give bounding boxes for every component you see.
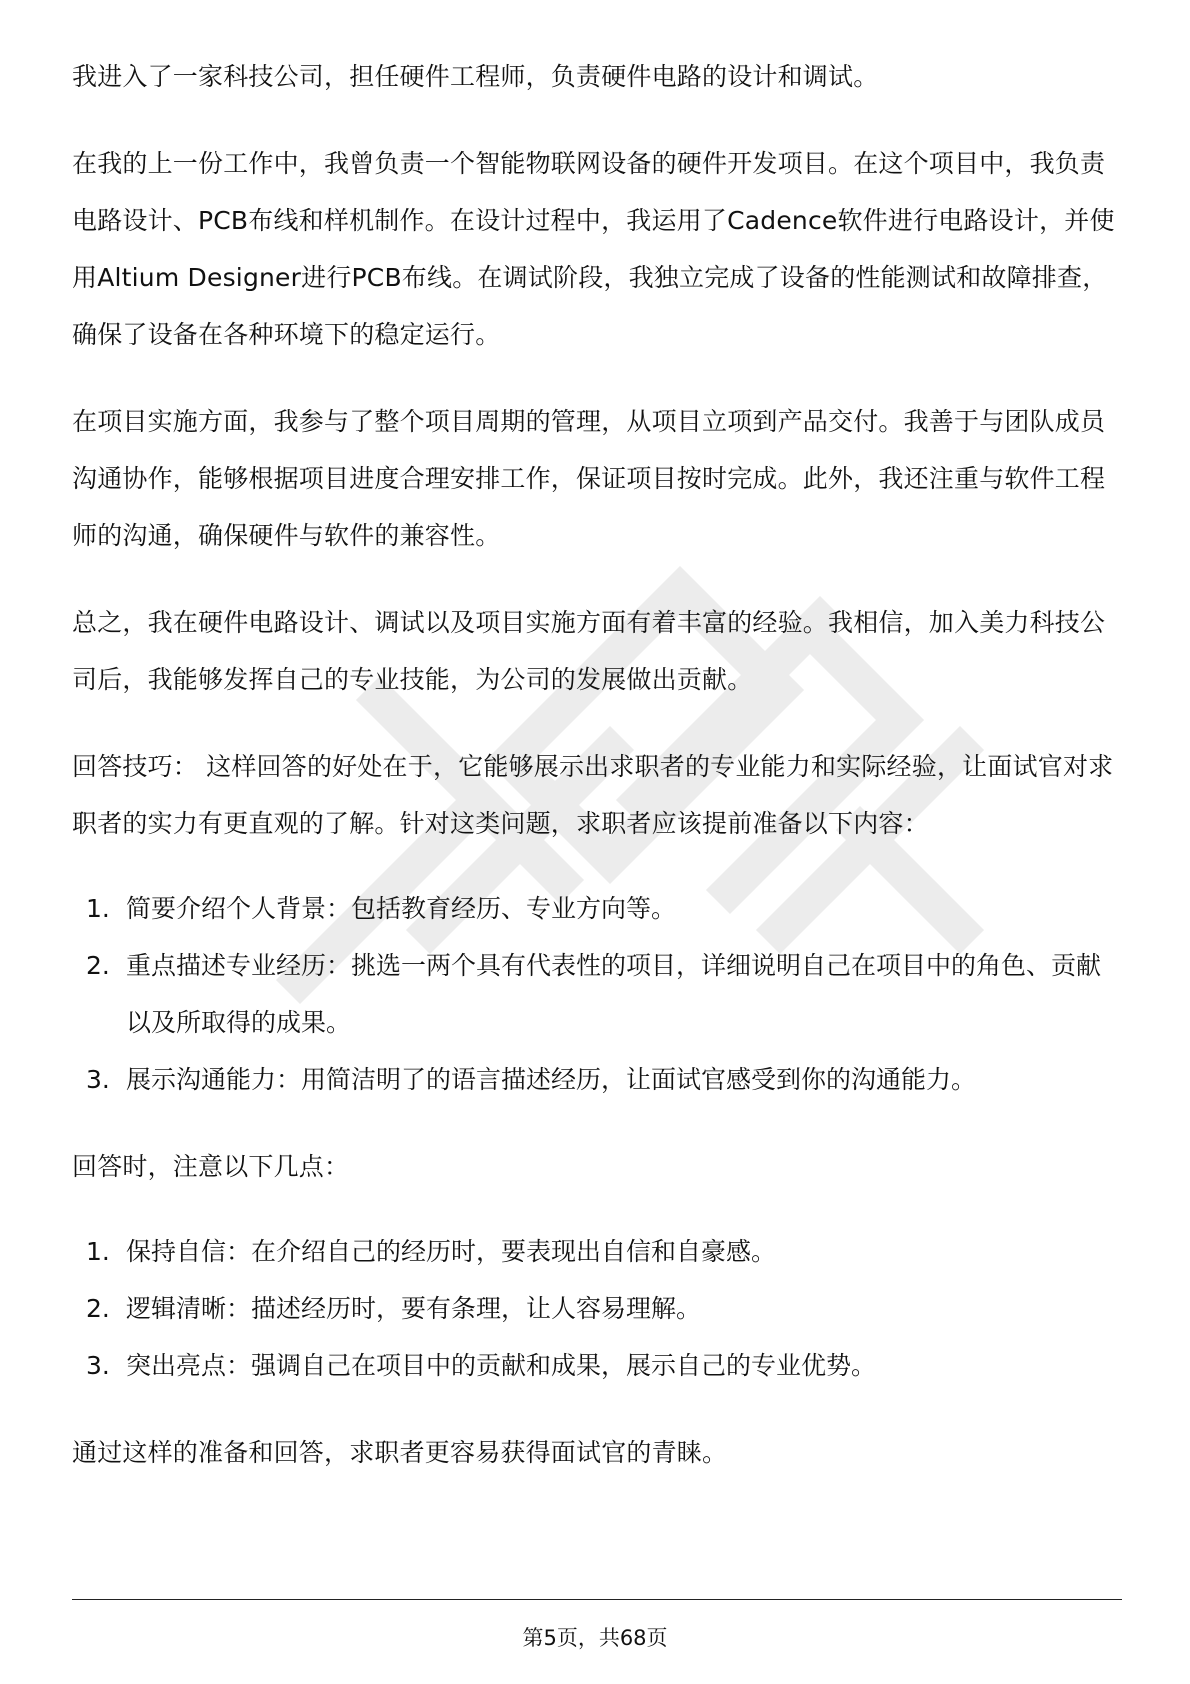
- list-item-number: 1.: [86, 1237, 110, 1266]
- list-item-text: 展示沟通能力：用简洁明了的语言描述经历，让面试官感受到你的沟通能力。: [126, 1065, 977, 1094]
- document-body: [72, 48, 1122, 1511]
- list-item-text: 逻辑清晰：描述经历时，要有条理，让人容易理解。: [126, 1294, 702, 1323]
- list-item-number: 2.: [86, 1294, 110, 1323]
- list-item-text: 保持自信：在介绍自己的经历时，要表现出自信和自豪感。: [126, 1237, 777, 1266]
- preparation-list: [72, 880, 1122, 1108]
- list-item-text: 重点描述专业经历：挑选一两个具有代表性的项目，详细说明自己在项目中的角色、贡献以及所取得的成果。: [126, 951, 1102, 1037]
- closing-paragraph: 通过这样的准备和回答，求职者更容易获得面试官的青睐。: [72, 1438, 728, 1467]
- notes-intro: 回答时，注意以下几点：: [72, 1152, 350, 1181]
- list-item-text: 突出亮点：强调自己在项目中的贡献和成果，展示自己的专业优势。: [126, 1351, 877, 1380]
- footer-divider: [72, 1599, 1122, 1600]
- list-item: [72, 1337, 1122, 1394]
- notes-list: [72, 1223, 1122, 1394]
- list-item-text: 简要介绍个人背景：包括教育经历、专业方向等。: [126, 894, 677, 923]
- paragraph-intro: 我进入了一家科技公司，担任硬件工程师，负责硬件电路的设计和调试。: [72, 62, 879, 91]
- list-item-number: 1.: [86, 894, 110, 923]
- list-item: [72, 937, 1122, 1051]
- paragraph-project-management: 在项目实施方面，我参与了整个项目周期的管理，从项目立项到产品交付。我善于与团队成员沟通协作，能够根据项目进度合理安排工作，保证项目按时完成。此外，我还注重与软件工程师的沟通，确保硬件与软件的兼容性。: [72, 407, 1106, 550]
- paragraph-summary: 总之，我在硬件电路设计、调试以及项目实施方面有着丰富的经验。我相信，加入美力科技公司后，我能够发挥自己的专业技能，为公司的发展做出贡献。: [72, 608, 1106, 694]
- page-number: 第5页，共68页: [522, 1626, 668, 1650]
- list-item: [72, 1280, 1122, 1337]
- paragraph-previous-job: 在我的上一份工作中，我曾负责一个智能物联网设备的硬件开发项目。在这个项目中，我负责电路设计、PCB布线和样机制作。在设计过程中，我运用了Cadence软件进行电路设计，并使用Altium Designer进行PCB布线。在调试阶段，我独立完成了设备的性能测试和故障排查，确保了设备在各种环境下的稳定运行。: [72, 149, 1115, 349]
- list-item-number: 2.: [86, 951, 110, 980]
- list-item-number: 3.: [86, 1065, 110, 1094]
- list-item: [72, 1051, 1122, 1108]
- list-item-number: 3.: [86, 1351, 110, 1380]
- list-item: [72, 1223, 1122, 1280]
- list-item: [72, 880, 1122, 937]
- paragraph-answer-tips: 回答技巧： 这样回答的好处在于，它能够展示出求职者的专业能力和实际经验，让面试官对求职者的实力有更直观的了解。针对这类问题，求职者应该提前准备以下内容：: [72, 752, 1114, 838]
